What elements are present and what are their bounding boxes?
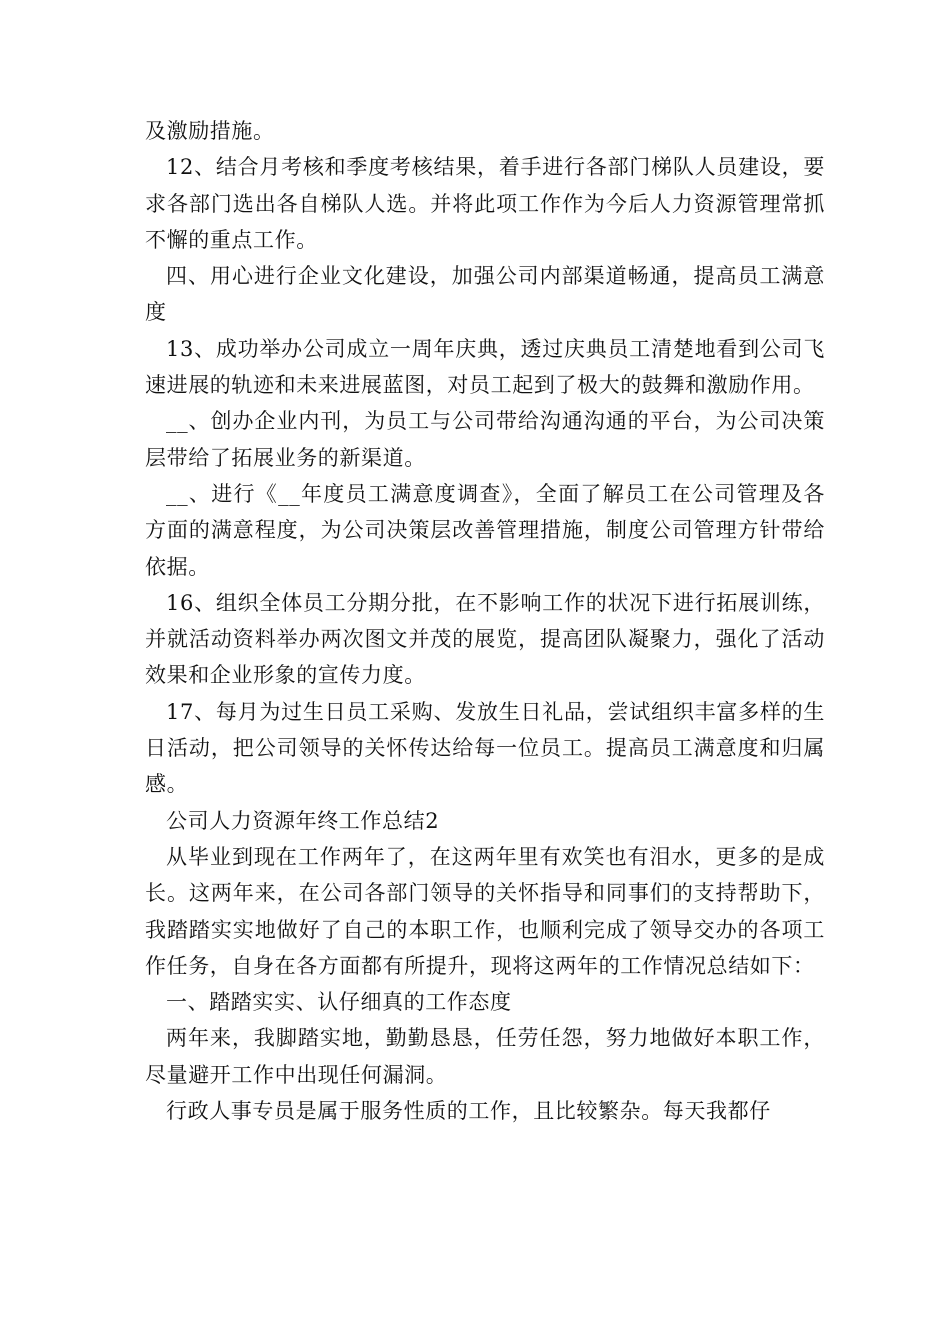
paragraph-item-15: __、进行《__年度员工满意度调查》，全面了解员工在公司管理及各方面的满意程度，为公司决策层改善管理措施，制度公司管理方针带给依据。 xyxy=(145,481,825,579)
paragraph-item-12: 12、结合月考核和季度考核结果，着手进行各部门梯队人员建设，要求各部门选出各自梯队人选。并将此项工作作为今后人力资源管理常抓不懈的重点工作。 xyxy=(145,155,825,252)
paragraph-admin-role: 行政人事专员是属于服务性质的工作，且比较繁杂。每天我都仔 xyxy=(166,1099,771,1124)
document-title: 公司人力资源年终工作总结2 xyxy=(166,808,440,833)
paragraph-continuation: 及激励措施。 xyxy=(145,119,275,143)
paragraph-item-16: 16、组织全体员工分期分批，在不影响工作的状况下进行拓展训练，并就活动资料举办两次图文并茂的展览，提高团队凝聚力，强化了活动效果和企业形象的宣传力度。 xyxy=(145,590,825,688)
section-heading-4: 四、用心进行企业文化建设，加强公司内部渠道畅通，提高员工满意度 xyxy=(145,264,825,325)
document-body xyxy=(145,113,825,1129)
paragraph-intro: 从毕业到现在工作两年了，在这两年里有欢笑也有泪水，更多的是成长。这两年来，在公司各部门领导的关怀指导和同事们的支持帮助下，我踏踏实实地做好了自己的本职工作，也顺利完成了领导交办的各项工作任务，自身在各方面都有所提升，现将这两年的工作情况总结如下： xyxy=(145,844,825,978)
paragraph-item-17: 17、每月为过生日员工采购、发放生日礼品，尝试组织丰富多样的生日活动，把公司领导的关怀传达给每一位员工。提高员工满意度和归属感。 xyxy=(145,699,825,797)
paragraph-work-attitude: 两年来，我脚踏实地，勤勤恳恳，任劳任怨，努力地做好本职工作，尽量避开工作中出现任何漏洞。 xyxy=(145,1026,825,1087)
paragraph-item-14: __、创办企业内刊，为员工与公司带给沟通沟通的平台，为公司决策层带给了拓展业务的新渠道。 xyxy=(145,409,825,470)
section-heading-1: 一、踏踏实实、认仔细真的工作态度 xyxy=(166,990,512,1015)
paragraph-item-13: 13、成功举办公司成立一周年庆典，透过庆典员工清楚地看到公司飞速进展的轨迹和未来进展蓝图，对员工起到了极大的鼓舞和激励作用。 xyxy=(145,336,825,398)
